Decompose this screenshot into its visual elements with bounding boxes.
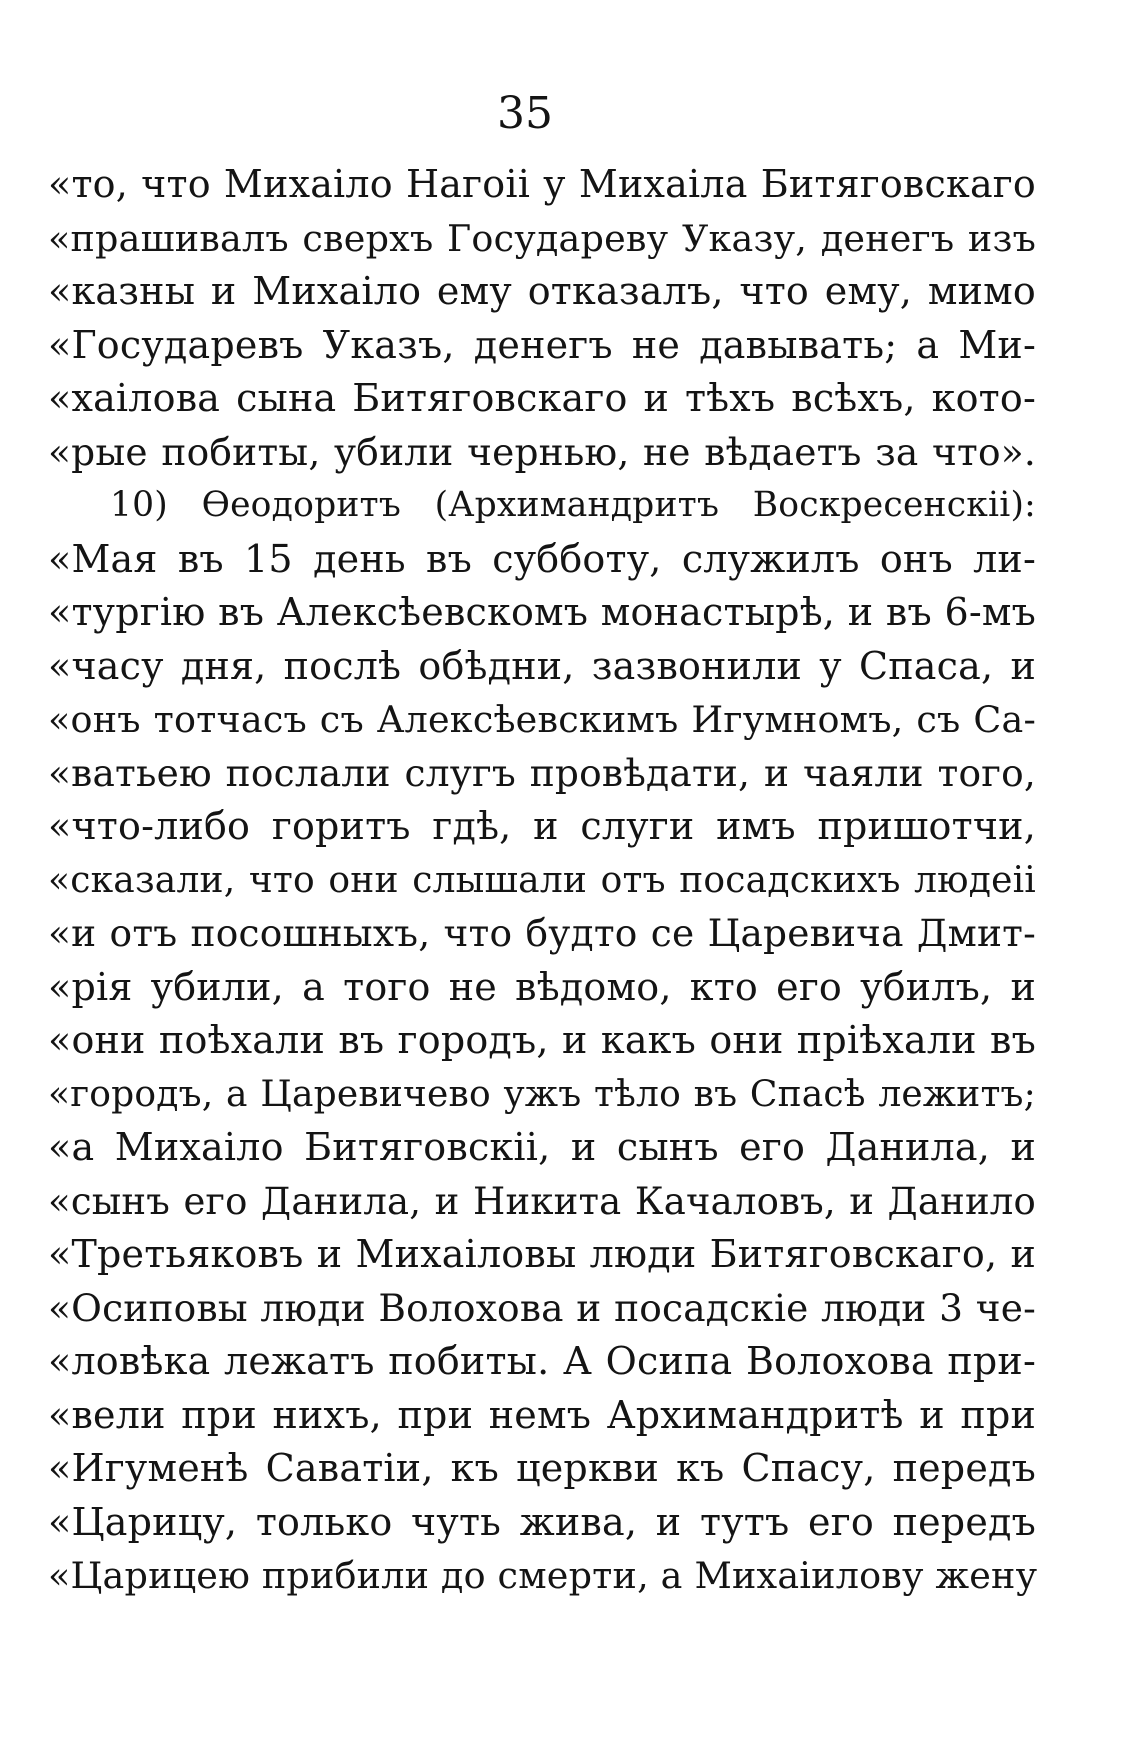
text-line: «что-либо горитъ гдѣ, и слуги имъ пришотчи,	[48, 804, 1036, 848]
text-line: «Осиповы люди Волохова и посадскіе люди 3 че-	[48, 1285, 1036, 1330]
text-line: «Царицу, только чуть жива, и тутъ его передъ	[48, 1499, 1036, 1544]
text-line: «казны и Михаіло ему отказалъ, что ему, мимо	[48, 269, 1036, 313]
text-line: «а Михаіло Битяговскіі, и сынъ его Данила, и	[48, 1125, 1036, 1169]
text-line: «Мая въ 15 день въ субботу, служилъ онъ ли-	[48, 536, 1036, 581]
text-line: «Государевъ Указъ, денегъ не давывать; а Ми-	[48, 322, 1036, 367]
text-line: «сказали, что они слышали отъ посадскихъ людеіі	[48, 859, 1036, 901]
text-line: «онъ тотчасъ съ Алексѣевскимъ Игумномъ, съ Са-	[48, 698, 1036, 741]
text-line: «рія убили, а того не вѣдомо, кто его убилъ, и	[48, 964, 1036, 1009]
text-line: «Царицею прибили до смерти, а Михаіилову жену	[48, 1554, 1038, 1597]
text-line: «и отъ посошныхъ, что будто се Царевича Дмит-	[48, 911, 1036, 955]
page-number: 35	[497, 88, 553, 139]
paragraph-start-line: 10) Ѳеодоритъ (Архимандритъ Воскресенскіі):	[110, 485, 1036, 525]
text-line: «то, что Михаіло Нагоіі у Михаіла Битяговскаго	[48, 162, 1036, 206]
body-text	[48, 158, 1036, 1603]
text-line: «вели при нихъ, при немъ Архимандритѣ и при	[48, 1392, 1036, 1437]
text-line: «сынъ его Данила, и Никита Качаловъ, и Данило	[48, 1179, 1036, 1223]
text-line: «часу дня, послѣ обѣдни, зазвонили у Спаса, и	[48, 643, 1036, 688]
text-line: «они поѣхали въ городъ, и какъ они пріѣхали въ	[48, 1018, 1036, 1062]
text-line: «хаіловa сына Битяговскаго и тѣхъ всѣхъ, кото-	[48, 376, 1036, 420]
text-line: «прашивалъ сверхъ Государеву Указу, денегъ изъ	[48, 216, 1036, 260]
text-line: «ловѣка лежатъ побиты. А Осипа Волохова при-	[48, 1339, 1036, 1383]
text-line: «Третьяковъ и Михаіловы люди Битяговскаго, и	[48, 1232, 1036, 1276]
text-line: «Игуменѣ Саватіи, къ церкви къ Спасу, передъ	[48, 1446, 1036, 1490]
text-line: «рые побиты, убили чернью, не вѣдаетъ за что».	[48, 429, 1036, 474]
text-line: «ватьею послали слугъ провѣдати, и чаяли того,	[48, 750, 1036, 795]
text-line: «тургію въ Алексѣевскомъ монастырѣ, и въ 6-мъ	[48, 590, 1036, 634]
text-line: «городъ, а Царевичево ужъ тѣло въ Спасѣ лежитъ;	[48, 1073, 1036, 1115]
